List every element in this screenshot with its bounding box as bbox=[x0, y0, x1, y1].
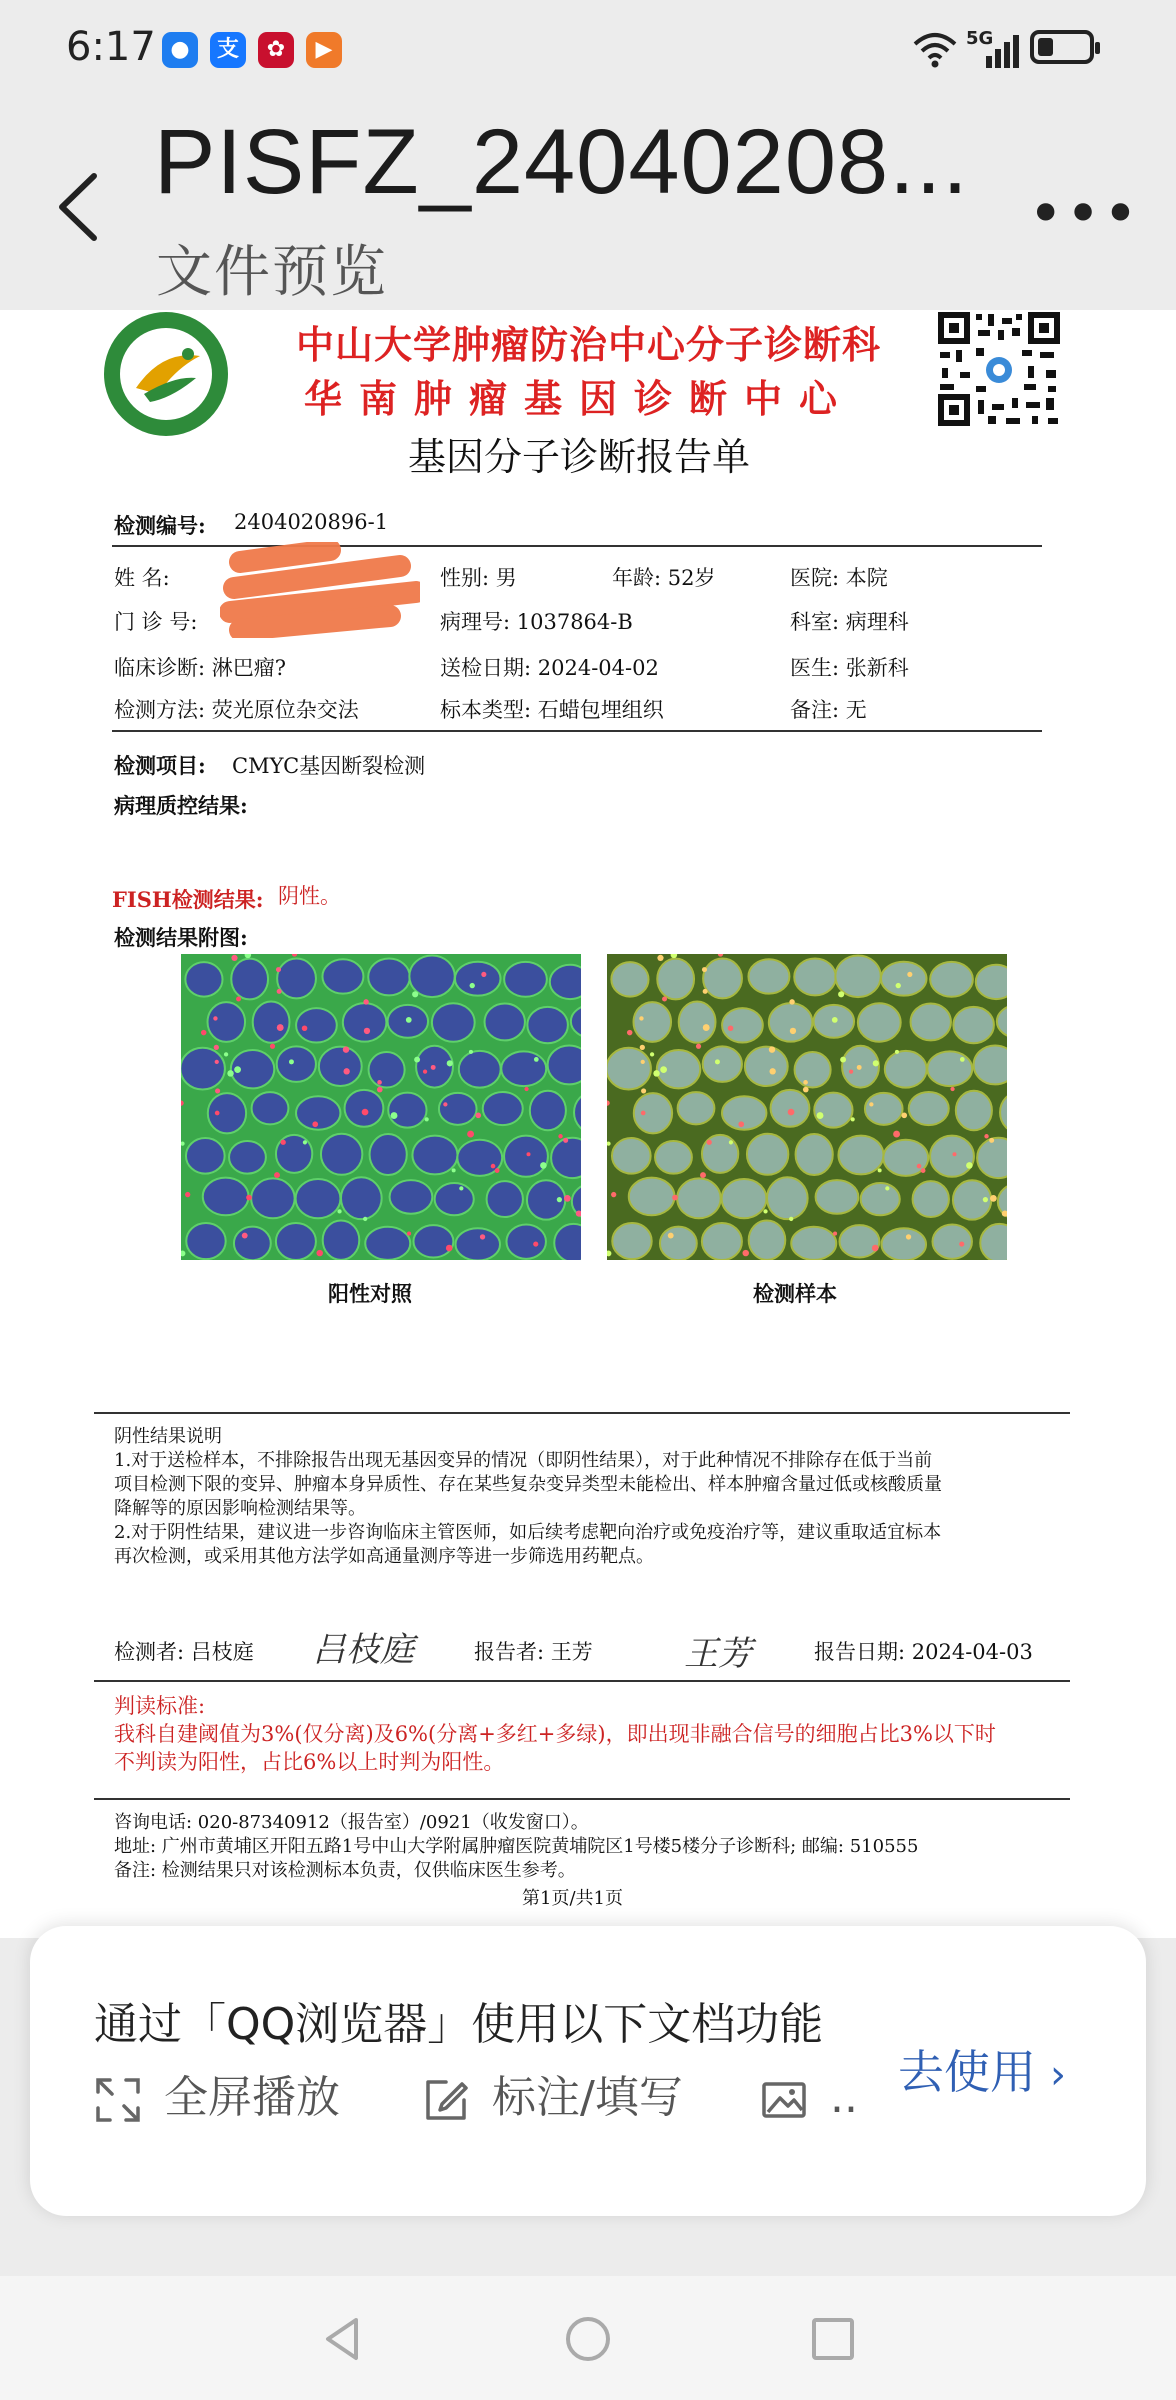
document-preview[interactable] bbox=[0, 310, 1176, 1938]
outpatient-label: 门 诊 号: bbox=[114, 610, 198, 634]
sheet-title: 通过「QQ浏览器」使用以下文档功能 bbox=[94, 1999, 824, 2050]
battery-level bbox=[1038, 38, 1053, 56]
huawei-app-icon: ✿ bbox=[258, 32, 294, 68]
test-no-label: 检测编号: bbox=[114, 513, 206, 538]
navigation-bar bbox=[0, 2276, 1176, 2400]
divider bbox=[94, 1412, 1070, 1414]
negative-note-line: 项目检测下限的变异、肿瘤本身异质性、存在某些复杂变异类型未能检出、样本肿瘤含量过低或核酸质量 bbox=[114, 1474, 942, 1495]
test-item: CMYC基因断裂检测 bbox=[232, 754, 426, 778]
test-sample-image bbox=[607, 954, 1007, 1260]
criteria-title: 判读标准: bbox=[114, 1694, 206, 1718]
hospital-logo bbox=[92, 310, 242, 438]
nav-back-icon[interactable] bbox=[318, 2314, 368, 2364]
chevron-right-icon: › bbox=[1050, 2052, 1066, 2098]
figure-label: 检测结果附图: bbox=[114, 925, 248, 950]
video-app-icon: ▶ bbox=[306, 32, 342, 68]
name-label: 姓 名: bbox=[114, 566, 170, 590]
hospital: 医院: 本院 bbox=[790, 566, 888, 590]
criteria-line: 我科自建阈值为3%(仅分离)及6%(分离+多红+多绿)，即出现非融合信号的细胞占比3%以下时 bbox=[114, 1722, 996, 1746]
footer-line: 咨询电话: 020-87340912（报告室）/0921（收发窗口）。 bbox=[114, 1812, 589, 1833]
messages-app-icon: ● bbox=[162, 32, 198, 68]
image-label: .. bbox=[830, 2072, 858, 2123]
divider bbox=[94, 1798, 1070, 1800]
redaction-mark bbox=[220, 542, 420, 638]
annotate-label: 标注/填写 bbox=[492, 2072, 683, 2123]
negative-note-line: 降解等的原因影响检测结果等。 bbox=[114, 1498, 366, 1519]
go-use-label: 去使用 bbox=[898, 2045, 1036, 2099]
test-sample-caption: 检测样本 bbox=[753, 1281, 837, 1306]
more-options-icon[interactable]: ••• bbox=[1028, 179, 1141, 249]
status-time: 6:17 bbox=[66, 24, 156, 70]
qc-result-label: 病理质控结果: bbox=[114, 793, 248, 818]
age: 年龄: 52岁 bbox=[612, 566, 716, 590]
annotate-feature[interactable] bbox=[422, 2070, 683, 2126]
image-icon bbox=[760, 2076, 808, 2124]
doctor: 医生: 张新科 bbox=[790, 656, 909, 680]
edit-icon bbox=[422, 2076, 470, 2124]
positive-control-image bbox=[181, 954, 581, 1260]
test-method: 检测方法: 荧光原位杂交法 bbox=[114, 698, 359, 722]
negative-note-line: 再次检测，或采用其他方法学如高通量测序等进一步筛选用药靶点。 bbox=[114, 1546, 654, 1567]
nav-home-icon[interactable] bbox=[563, 2314, 613, 2364]
report-header-3: 基因分子诊断报告单 bbox=[408, 435, 751, 479]
test-no: 2404020896-1 bbox=[234, 510, 389, 534]
status-bar bbox=[0, 0, 1176, 100]
fullscreen-feature[interactable] bbox=[94, 2070, 340, 2126]
reporter-signature: 王芳 bbox=[684, 1634, 752, 1674]
page-number: 第1页/共1页 bbox=[522, 1888, 623, 1909]
gender: 性别: 男 bbox=[440, 566, 517, 590]
fish-result: 阴性。 bbox=[278, 884, 341, 908]
qq-browser-promo-sheet bbox=[30, 1926, 1146, 2216]
network-type: 5G bbox=[966, 28, 994, 49]
reporter: 报告者: 王芳 bbox=[474, 1640, 593, 1664]
nav-recents-icon[interactable] bbox=[808, 2314, 858, 2364]
report-date: 报告日期: 2024-04-03 bbox=[814, 1640, 1033, 1664]
go-use-button[interactable] bbox=[898, 2036, 1066, 2102]
divider bbox=[94, 1680, 1070, 1682]
fish-result-label: FISH检测结果: bbox=[112, 887, 264, 912]
negative-note-line: 2.对于阴性结果，建议进一步咨询临床主管医师，如后续考虑靶向治疗或免疫治疗等，建议重取适宜标本 bbox=[114, 1522, 942, 1543]
divider bbox=[112, 730, 1042, 732]
fullscreen-label: 全屏播放 bbox=[164, 2072, 340, 2123]
tester: 检测者: 吕枝庭 bbox=[114, 1640, 254, 1664]
page-subtitle: 文件预览 bbox=[156, 240, 388, 305]
footer-line: 地址: 广州市黄埔区开阳五路1号中山大学附属肿瘤医院黄埔院区1号楼5楼分子诊断科; 邮编: 510555 bbox=[114, 1836, 919, 1857]
fullscreen-icon bbox=[94, 2076, 142, 2124]
wifi-icon bbox=[912, 30, 958, 68]
test-item-label: 检测项目: bbox=[114, 753, 206, 778]
negative-note-line: 1.对于送检样本，不排除报告出现无基因变异的情况（即阴性结果），对于此种情况不排除存在低于当前 bbox=[114, 1450, 933, 1471]
specimen-type: 标本类型: 石蜡包埋组织 bbox=[440, 698, 664, 722]
report-header-2: 华南肿瘤基因诊断中心 bbox=[304, 376, 855, 421]
footer-line: 备注: 检测结果只对该检测标本负责，仅供临床医生参考。 bbox=[114, 1860, 576, 1881]
submit-date: 送检日期: 2024-04-02 bbox=[440, 656, 659, 680]
negative-note-title: 阴性结果说明 bbox=[114, 1426, 222, 1447]
qr-code bbox=[936, 310, 1062, 428]
image-feature[interactable] bbox=[760, 2070, 858, 2126]
tester-signature: 吕枝庭 bbox=[312, 1630, 414, 1670]
positive-control-caption: 阳性对照 bbox=[328, 1281, 412, 1306]
alipay-app-icon: 支 bbox=[210, 32, 246, 68]
remark: 备注: 无 bbox=[790, 698, 867, 722]
clinical-diagnosis: 临床诊断: 淋巴瘤? bbox=[114, 656, 287, 680]
title-bar bbox=[0, 100, 1176, 310]
battery-icon bbox=[1030, 30, 1094, 64]
report-header-1: 中山大学肿瘤防治中心分子诊断科 bbox=[296, 322, 882, 367]
signal-icon bbox=[984, 34, 1024, 68]
file-title: PISFZ_24040208... bbox=[154, 111, 969, 213]
department: 科室: 病理科 bbox=[790, 610, 909, 634]
pathology-no: 病理号: 1037864-B bbox=[440, 610, 633, 634]
back-icon[interactable] bbox=[54, 172, 104, 242]
criteria-line: 不判读为阳性，占比6%以上时判为阳性。 bbox=[114, 1750, 505, 1774]
